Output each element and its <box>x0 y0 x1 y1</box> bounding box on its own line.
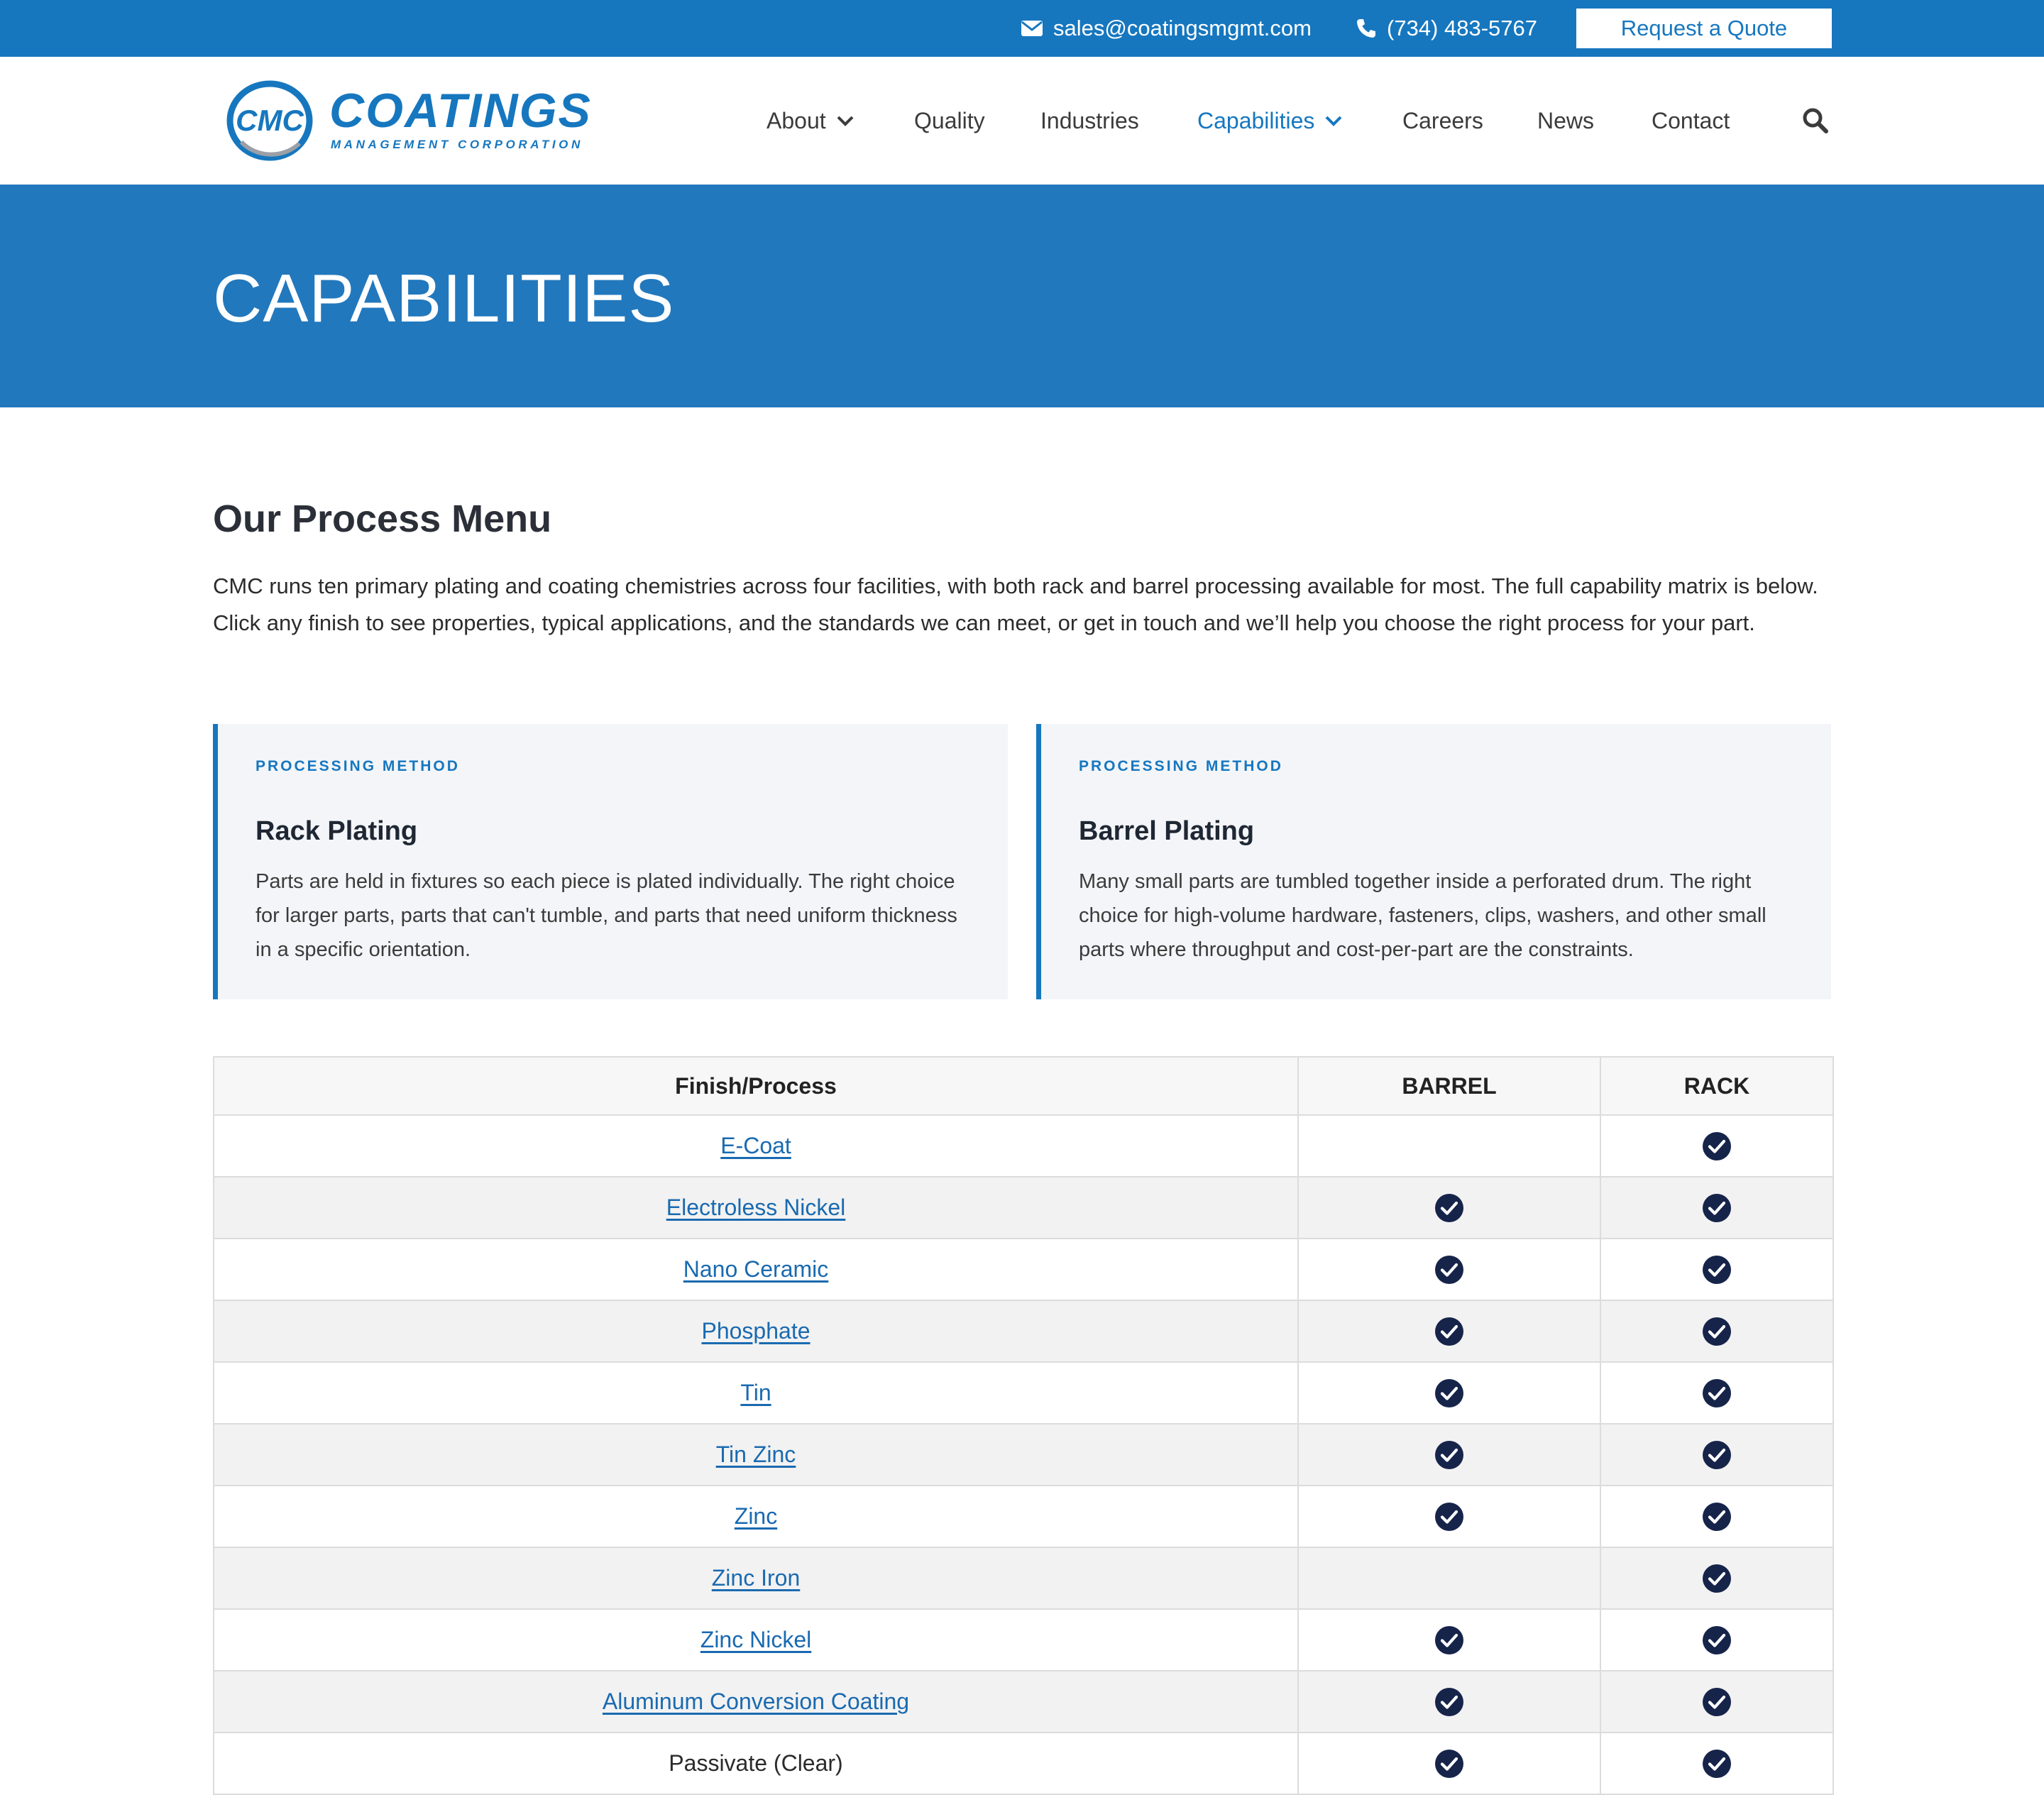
finish-cell <box>214 1671 1298 1733</box>
checkmark-icon <box>1702 1502 1732 1532</box>
barrel-cell <box>1298 1733 1600 1794</box>
finish-cell <box>214 1733 1298 1794</box>
rack-cell <box>1600 1177 1833 1239</box>
nav-label: Capabilities <box>1197 107 1315 133</box>
finish-link[interactable]: Zinc Nickel <box>700 1627 812 1652</box>
section-title: Our Process Menu <box>213 498 552 540</box>
rack-plating-card <box>213 724 1008 999</box>
card-body: Many small parts are tumbled together inside a perforated drum. The right choice for high-volume hardware, fasteners, clips, washers, and other small parts where throughput and cost-per-part are the constraints. <box>1079 870 1766 961</box>
finish-cell <box>214 1115 1298 1177</box>
nav-label: Contact <box>1652 107 1730 133</box>
finish-link[interactable]: Electroless Nickel <box>666 1195 846 1220</box>
column-header-barrel: BARREL <box>1298 1057 1600 1115</box>
logo-mark-icon <box>226 79 314 162</box>
nav-industries[interactable] <box>1040 57 1139 185</box>
logo[interactable] <box>226 79 623 162</box>
finish-link[interactable]: Nano Ceramic <box>683 1256 829 1282</box>
rack-cell <box>1600 1300 1833 1362</box>
rack-cell <box>1600 1362 1833 1424</box>
card-eyebrow: PROCESSING METHOD <box>256 758 460 774</box>
card-eyebrow: PROCESSING METHOD <box>1079 758 1283 774</box>
capability-matrix <box>213 1056 1834 1795</box>
rack-cell <box>1600 1609 1833 1671</box>
search-button[interactable] <box>1801 106 1830 135</box>
rack-cell <box>1600 1671 1833 1733</box>
barrel-cell <box>1298 1362 1600 1424</box>
barrel-cell <box>1298 1177 1600 1239</box>
top-utility-bar <box>0 0 2044 57</box>
table-row <box>214 1486 1833 1547</box>
barrel-cell <box>1298 1239 1600 1300</box>
table-row <box>214 1300 1833 1362</box>
nav-careers[interactable] <box>1402 57 1483 185</box>
finish-cell <box>214 1300 1298 1362</box>
table-row <box>214 1177 1833 1239</box>
checkmark-icon <box>1434 1749 1464 1779</box>
nav-news[interactable] <box>1537 57 1594 185</box>
nav-label: About <box>766 107 826 133</box>
nav-contact[interactable] <box>1652 57 1730 185</box>
finish-link[interactable]: Tin Zinc <box>715 1442 796 1467</box>
email-text: sales@coatingsmgmt.com <box>1053 16 1312 40</box>
nav-label: News <box>1537 107 1595 133</box>
logo-mark-text: CMC <box>236 104 304 137</box>
rack-cell <box>1600 1733 1833 1794</box>
finish-cell <box>214 1424 1298 1486</box>
phone-icon <box>1356 18 1377 39</box>
barrel-cell <box>1298 1547 1600 1609</box>
rack-cell <box>1600 1239 1833 1300</box>
finish-link[interactable]: E-Coat <box>720 1133 791 1158</box>
finish-cell <box>214 1547 1298 1609</box>
finish-link[interactable]: Aluminum Conversion Coating <box>602 1689 910 1714</box>
checkmark-icon <box>1702 1687 1732 1717</box>
table-row <box>214 1239 1833 1300</box>
nav-about[interactable] <box>766 57 855 185</box>
nav-quality[interactable] <box>914 57 985 185</box>
barrel-cell <box>1298 1424 1600 1486</box>
search-icon <box>1801 106 1830 135</box>
table-row <box>214 1609 1833 1671</box>
checkmark-icon <box>1702 1440 1732 1470</box>
request-quote-button[interactable]: Request a Quote <box>1576 9 1832 48</box>
card-title: Rack Plating <box>256 816 418 846</box>
rack-cell <box>1600 1547 1833 1609</box>
barrel-cell <box>1298 1609 1600 1671</box>
finish-link[interactable]: Zinc Iron <box>711 1565 801 1591</box>
table-row <box>214 1547 1833 1609</box>
checkmark-icon <box>1702 1378 1732 1408</box>
table-row <box>214 1115 1833 1177</box>
phone-link[interactable] <box>1356 0 1537 57</box>
page-title: CAPABILITIES <box>213 260 675 336</box>
intro-paragraph: CMC runs ten primary plating and coating chemistries across four facilities, with both rack and barrel processing available for most. The full capability matrix is below. Click any finish to see properties, typical applications, and the standards we can meet, or get in touch and we’ll help you choose the right process for your part. <box>213 573 1818 635</box>
rack-cell <box>1600 1486 1833 1547</box>
card-title: Barrel Plating <box>1079 816 1255 846</box>
checkmark-icon <box>1434 1625 1464 1655</box>
site-header <box>0 57 2044 185</box>
barrel-cell <box>1298 1300 1600 1362</box>
nav-capabilities[interactable] <box>1197 57 1343 185</box>
checkmark-icon <box>1434 1317 1464 1346</box>
barrel-cell <box>1298 1671 1600 1733</box>
finish-cell <box>214 1177 1298 1239</box>
barrel-plating-card <box>1036 724 1831 999</box>
barrel-cell <box>1298 1115 1600 1177</box>
phone-text: (734) 483-5767 <box>1387 16 1537 40</box>
chevron-down-icon <box>836 114 855 127</box>
card-body: Parts are held in fixtures so each piece is plated individually. The right choice for larger parts, parts that can't tumble, and parts that need uniform thickness in a specific orientation. <box>256 870 957 961</box>
nav-label: Industries <box>1040 107 1139 133</box>
table-row <box>214 1671 1833 1733</box>
checkmark-icon <box>1434 1440 1464 1470</box>
nav-label: Careers <box>1402 107 1483 133</box>
checkmark-icon <box>1434 1193 1464 1223</box>
rack-cell <box>1600 1115 1833 1177</box>
page-hero <box>0 185 2044 407</box>
checkmark-icon <box>1434 1502 1464 1532</box>
checkmark-icon <box>1702 1193 1732 1223</box>
finish-cell <box>214 1486 1298 1547</box>
column-header-rack: RACK <box>1600 1057 1833 1115</box>
table-row <box>214 1733 1833 1794</box>
checkmark-icon <box>1702 1317 1732 1346</box>
column-header-finish: Finish/Process <box>214 1057 1298 1115</box>
checkmark-icon <box>1702 1131 1732 1161</box>
checkmark-icon <box>1702 1625 1732 1655</box>
table-header-row <box>214 1057 1833 1115</box>
checkmark-icon <box>1702 1564 1732 1593</box>
checkmark-icon <box>1702 1749 1732 1779</box>
finish-link[interactable]: Tin <box>740 1380 771 1405</box>
finish-link[interactable]: Zinc <box>734 1503 778 1529</box>
email-link[interactable] <box>1021 0 1312 57</box>
table-body <box>214 1115 1833 1794</box>
rack-cell <box>1600 1424 1833 1486</box>
checkmark-icon <box>1702 1255 1732 1285</box>
checkmark-icon <box>1434 1255 1464 1285</box>
chevron-down-icon <box>1324 114 1343 127</box>
finish-cell <box>214 1362 1298 1424</box>
finish-label: Passivate (Clear) <box>669 1750 843 1776</box>
table-row <box>214 1362 1833 1424</box>
checkmark-icon <box>1434 1378 1464 1408</box>
logo-subtitle: MANAGEMENT CORPORATION <box>331 138 583 151</box>
barrel-cell <box>1298 1486 1600 1547</box>
nav-label: Quality <box>914 107 985 133</box>
finish-cell <box>214 1609 1298 1671</box>
finish-cell <box>214 1239 1298 1300</box>
finish-link[interactable]: Phosphate <box>701 1318 811 1344</box>
checkmark-icon <box>1434 1687 1464 1717</box>
table-row <box>214 1424 1833 1486</box>
envelope-icon <box>1021 20 1043 37</box>
logo-wordmark: COATINGS <box>329 84 592 138</box>
